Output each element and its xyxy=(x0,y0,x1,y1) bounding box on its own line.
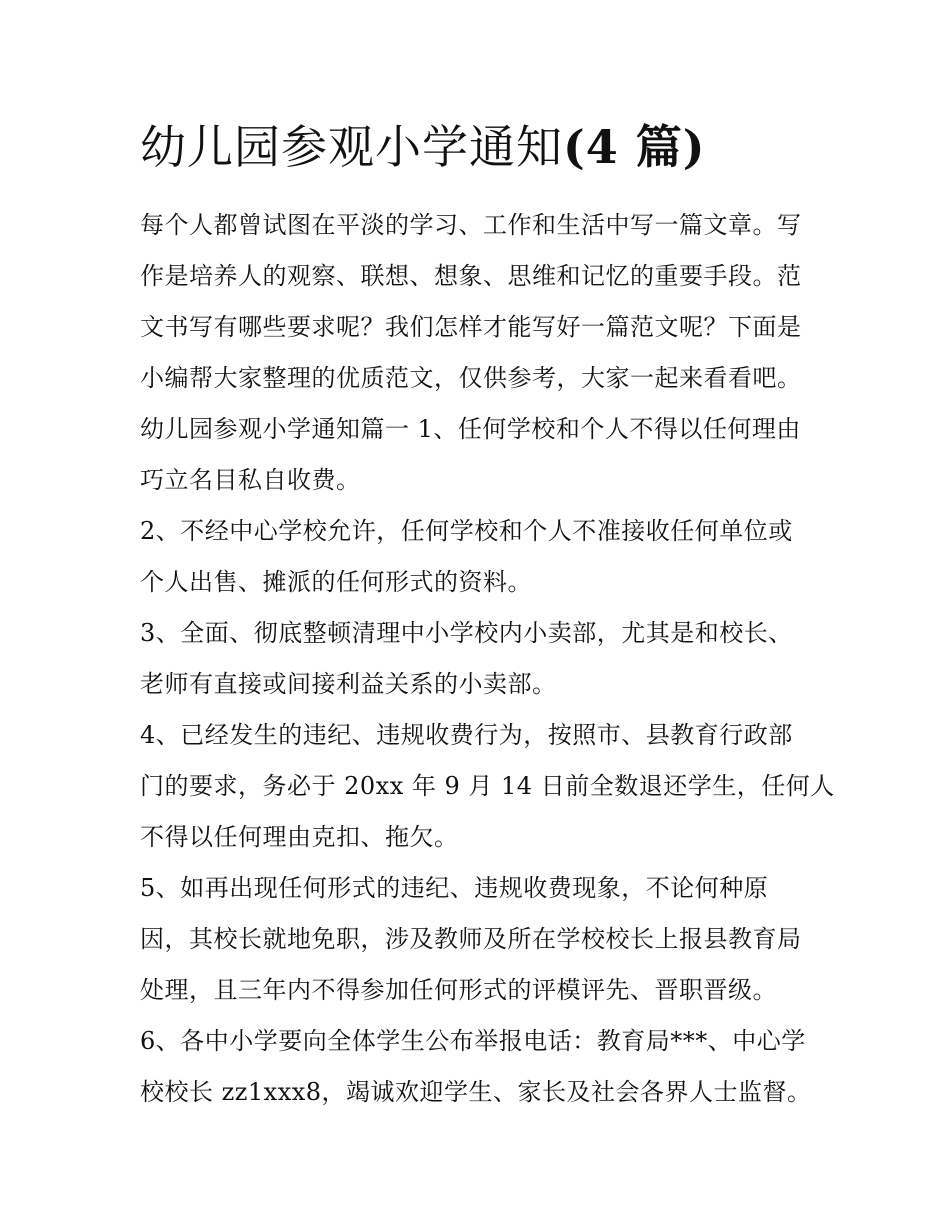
body-line: 老师有直接或间接利益关系的小卖部。 xyxy=(140,670,557,698)
body-line: 4、已经发生的违纪、违规收费行为，按照市、县教育行政部 xyxy=(140,721,793,749)
body-line: 6、各中小学要向全体学生公布举报电话：教育局***、中心学 xyxy=(140,1027,806,1055)
document-title xyxy=(140,112,840,182)
body-line: 门的要求，务必于 20xx 年 9 月 14 日前全数退还学生，任何人 xyxy=(140,772,835,800)
body-line: 小编帮大家整理的优质范文，仅供参考，大家一起来看看吧。 xyxy=(140,364,802,392)
body-line: 2、不经中心学校允许，任何学校和个人不准接收任何单位或 xyxy=(140,517,793,545)
body-line: 5、如再出现任何形式的违纪、违规收费现象，不论何种原 xyxy=(140,874,769,902)
body-line: 不得以任何理由克扣、拖欠。 xyxy=(140,823,459,851)
body-line: 每个人都曾试图在平淡的学习、工作和生活中写一篇文章。写 xyxy=(140,211,802,239)
title-count: (4 篇) xyxy=(563,120,706,174)
body-line: 校校长 zz1xxx8，竭诚欢迎学生、家长及社会各界人士监督。 xyxy=(140,1078,812,1106)
body-line: 个人出售、摊派的任何形式的资料。 xyxy=(140,568,532,596)
body-line: 幼儿园参观小学通知篇一 1、任何学校和个人不得以任何理由 xyxy=(140,415,801,443)
body-line: 3、全面、彻底整顿清理中小学校内小卖部，尤其是和校长、 xyxy=(140,619,793,647)
body-line: 处理，且三年内不得参加任何形式的评模评先、晋职晋级。 xyxy=(140,976,777,1004)
document-body xyxy=(140,200,835,1118)
body-line: 文书写有哪些要求呢？我们怎样才能写好一篇范文呢？下面是 xyxy=(140,313,802,341)
body-line: 因，其校长就地免职，涉及教师及所在学校校长上报县教育局 xyxy=(140,925,802,953)
body-line: 巧立名目私自收费。 xyxy=(140,466,361,494)
title-text: 幼儿园参观小学通知 xyxy=(140,120,563,174)
body-line: 作是培养人的观察、联想、想象、思维和记忆的重要手段。范 xyxy=(140,262,802,290)
